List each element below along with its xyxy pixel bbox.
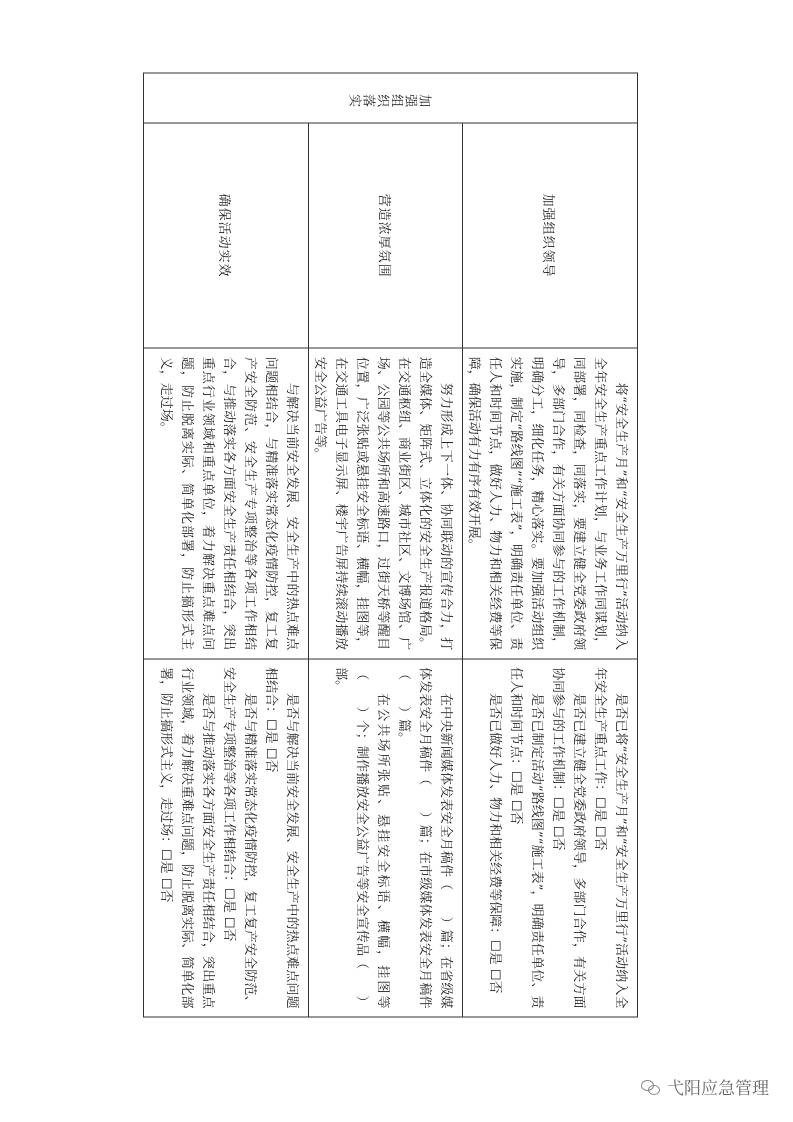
row-title: 加强组织领导 [463,123,638,348]
category-label: 加强组织落实 [348,91,433,107]
check-item: 是否与精准落实常态化疫情防控，复工复产安全防范、安全生产专项整治等各项工作相结合：☐是 ☐否 [221,667,257,1009]
table-row [144,73,309,1017]
rotated-table-page [154,73,638,1018]
row-title: 营造浓厚氛围 [309,123,463,348]
row-title: 确保活动实效 [144,123,309,348]
table-row [463,73,638,1017]
row-description: 努力形成上下一体、协同联动的宣传合力，打造全媒体、矩阵式、立体化的安全生产报道格局。在交通枢纽、商业街区、城市社区、文博场馆、广场、公园等公共场所和高速路口，过街天桥等醒目位置，广泛张贴或悬挂安全标语、横幅，挂图等，在交通工具电子显示屏、楼宇广告屏持续滚动播放安全公益广告等。 [309,348,463,658]
watermark-text: 弋阳应急管理 [667,1079,769,1099]
check-item: 是否与推动落实各方面安全生产责任相结合，突出重点行业领域，着力解决重难点问题，防止脱离实际、简单化部署，防止搞形式主义，走过场：☐是 ☐否 [158,667,215,1009]
row-checklist [144,659,309,1017]
wechat-icon [641,1079,661,1095]
table-row [309,73,463,1017]
check-item: 是否已建立健全党委政府领导，多部门合作，有关方面协同参与的工作机制：☐是 ☐否 [550,667,586,1009]
check-item: 是否已将“安全生产月”和“安全生产万里行”活动纳入全年安全生产重点工作：☐是 ☐否 [592,667,628,1009]
account-watermark [641,1074,769,1099]
row-description: 将“安全生产月”和“安全生产万里行”活动纳入全年安全生产重点工作计划，与业务工作同谋划，同部署，同检查，同落实，要建立健全党委政府领导，多部门合作，有关方面协同参与的工作机制，明确分工，细化任务，精心落实。要加强活动组织实施，制定“路线图”“施工表”，明确责任单位、责任人和时间节点，做好人力、物力和相关经费等保障，确保活动有力有序有效开展。 [463,348,638,658]
work-plan-table [143,73,638,1018]
row-description: 与解决当前安全发展、安全生产中的热点难点问题相结合，与精准落实常态化疫情防控，复工复产安全防范、安全生产专项整治等各项工作相结合，与推动落实各方面安全生产责任相结合，突出重点行业领域和重点单位，着力解决重点难点问题，防止脱离实际、简单化部署，防止搞形式主义，走过场。 [144,348,309,658]
category-cell [144,73,638,123]
check-item: 是否已做好人力、物力和相关经费等保障：☐是 ☐否 [487,693,502,994]
row-checklist [309,659,463,1017]
row-checklist [463,659,638,1017]
check-item: 是否与解决当前安全发展、安全生产中的热点难点问题相结合：☐是 ☐否 [263,667,299,1009]
check-item: 在公共场所张贴、悬挂安全标语、横幅，挂图等（ ）个；制作播放安全公益广告等安全宣传品（ ）部。 [333,667,390,1009]
check-item: 是否已制定活动“路线图”“施工表”，明确责任单位、责任人和时间节点：☐是 ☐否 [508,667,544,1009]
check-item: 在中央新闻媒体发表安全月稿件（ ）篇；在省级媒体发表安全月稿件（ ）篇；在市级媒体发表安全月稿件（ ）篇。 [396,667,453,1009]
